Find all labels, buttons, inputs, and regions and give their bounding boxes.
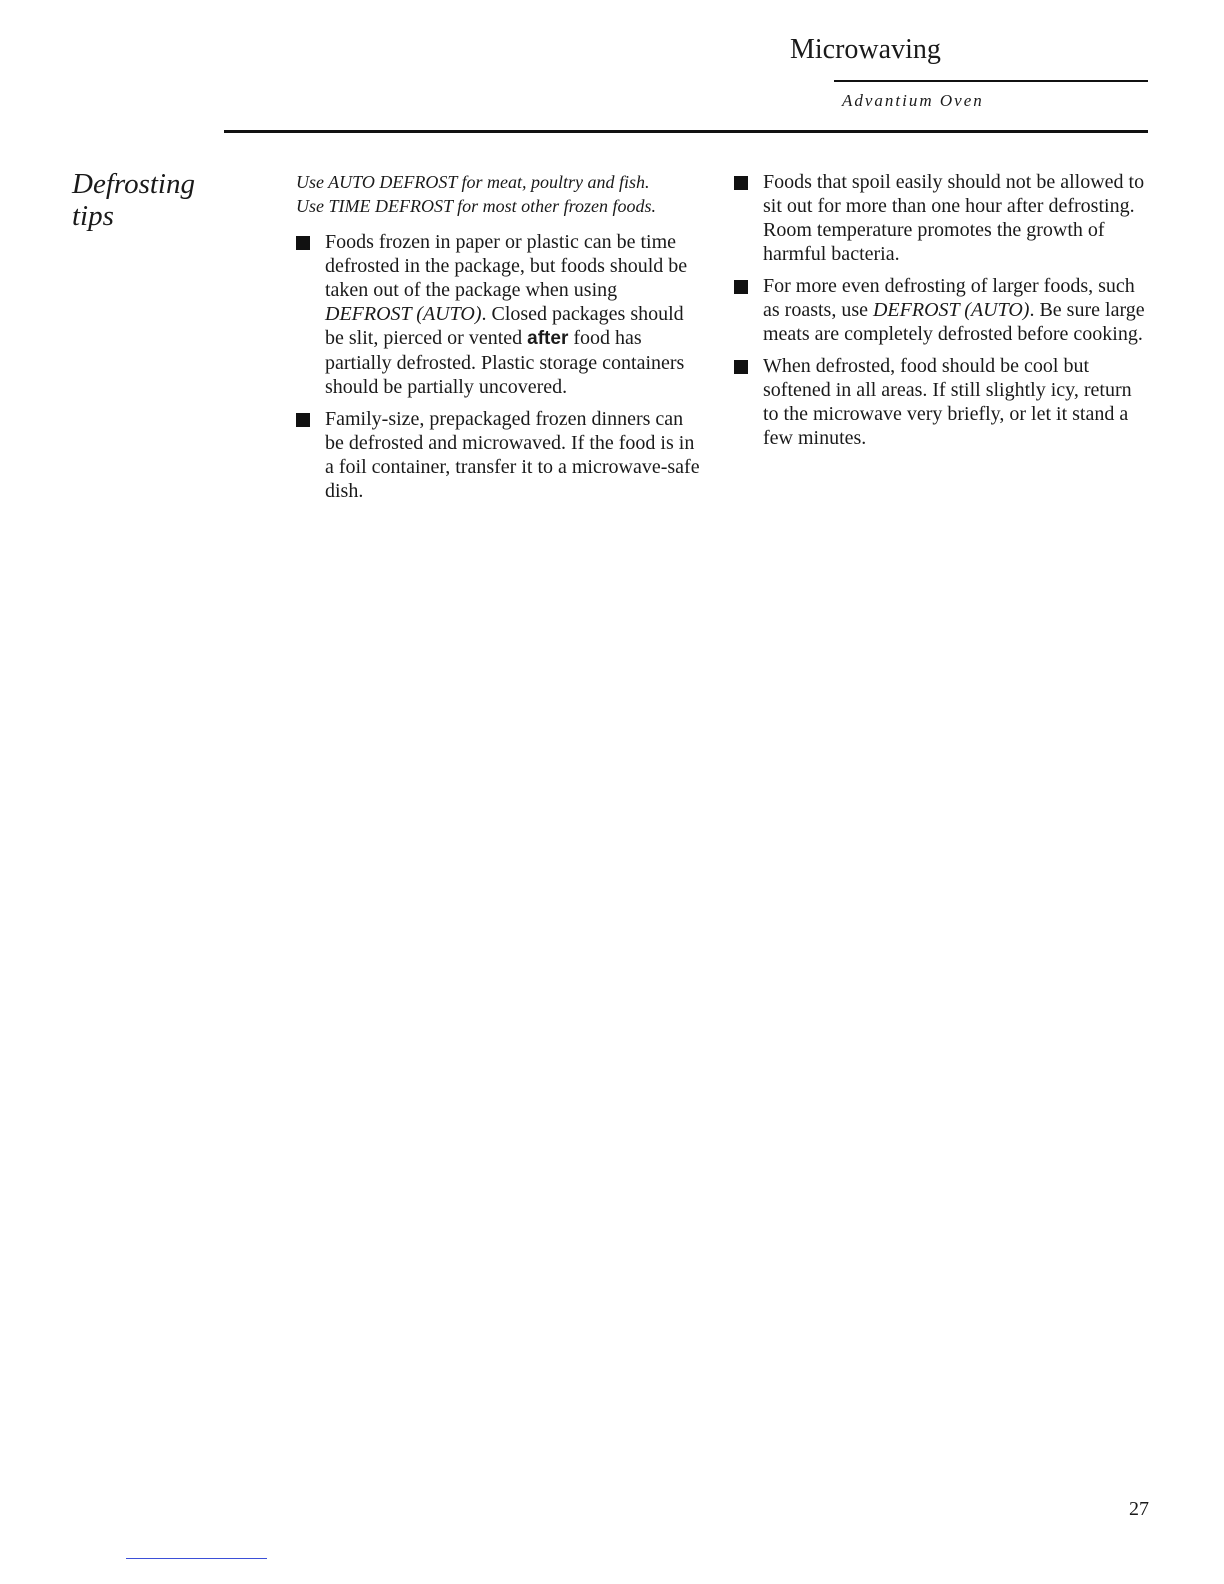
- after-emphasis: after: [527, 328, 569, 349]
- intro-time-defrost: TIME DEFROST: [328, 196, 453, 216]
- bullet-text: . Closed packages should be slit, pierced or vented: [325, 303, 684, 349]
- list-item: [734, 274, 1150, 346]
- side-heading: [72, 168, 195, 232]
- left-column: [296, 170, 700, 511]
- square-bullet-icon: [296, 413, 310, 427]
- intro-text-c: for meat, poultry and fish. Use: [296, 172, 650, 216]
- page-number: 27: [1129, 1498, 1149, 1520]
- list-item: [296, 407, 700, 503]
- list-item: [734, 354, 1150, 450]
- list-item: [296, 230, 700, 399]
- bullet-text: . Be sure large meats are completely defrosted before cooking.: [763, 299, 1145, 345]
- header-main-rule: [224, 130, 1148, 133]
- square-bullet-icon: [734, 360, 748, 374]
- bullet-text: food has partially defrosted. Plastic storage containers should be partially uncovered.: [325, 327, 685, 398]
- intro-text-a: Use: [296, 172, 329, 192]
- right-bullet-list: [734, 170, 1150, 450]
- side-heading-line2: tips: [72, 200, 114, 232]
- header-short-rule: [834, 80, 1148, 82]
- list-item: [734, 170, 1150, 266]
- footer-link-underline[interactable]: [126, 1558, 267, 1559]
- right-column: [734, 170, 1150, 458]
- intro-paragraph: [296, 170, 700, 218]
- intro-text-e: for most other frozen foods.: [452, 196, 657, 216]
- bullet-text: Foods frozen in paper or plastic can be time defrosted in the package, but foods should be taken out of the package when using: [325, 231, 688, 301]
- left-bullet-list: [296, 230, 700, 503]
- section-title: Microwaving: [790, 34, 941, 65]
- bullet-text: When defrosted, food should be cool but softened in all areas. If still slightly icy, return to the microwave very briefly, or let it stand a few minutes.: [763, 355, 1132, 449]
- square-bullet-icon: [296, 236, 310, 250]
- square-bullet-icon: [734, 176, 748, 190]
- subsection-title: Advantium Oven: [842, 91, 984, 110]
- side-heading-line1: Defrosting: [72, 168, 195, 200]
- defrost-auto-term: DEFROST (AUTO): [872, 299, 1030, 321]
- bullet-text: Foods that spoil easily should not be allowed to sit out for more than one hour after defrosting. Room temperature promotes the growth of harmful bacteria.: [763, 171, 1145, 265]
- defrost-auto-term: DEFROST (AUTO): [325, 303, 482, 325]
- intro-auto-defrost: AUTO DEFROST: [328, 172, 458, 192]
- square-bullet-icon: [734, 280, 748, 294]
- bullet-text: For more even defrosting of larger foods, such as roasts, use: [763, 275, 1135, 321]
- bullet-text: Family-size, prepackaged frozen dinners can be defrosted and microwaved. If the food is in a foil container, transfer it to a microwave-safe dish.: [325, 408, 700, 502]
